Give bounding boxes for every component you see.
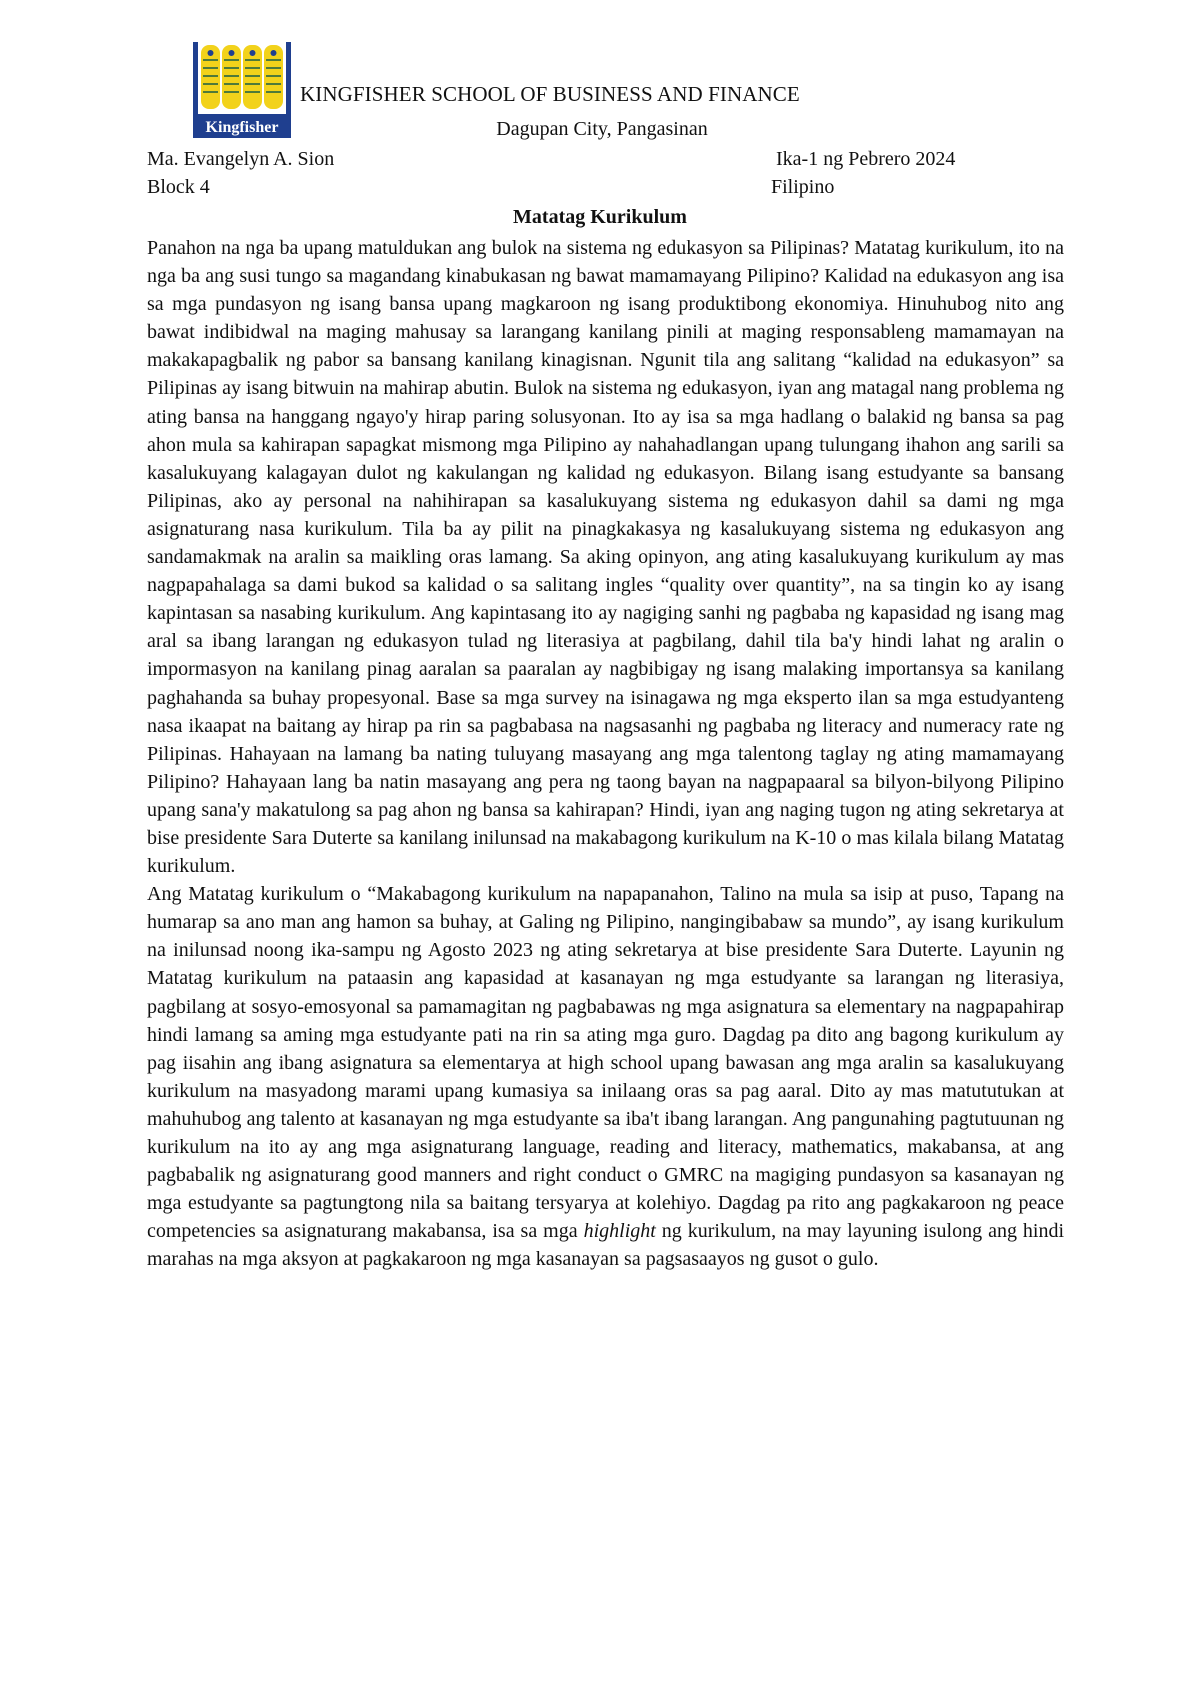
paragraph-2-italic-word: highlight	[583, 1220, 656, 1243]
block-label: Block 4	[147, 176, 210, 198]
paragraph-2-part-2: ng kurikulum, na may layuning isulong ang hindi marahas na mga aksyon at pagkakaroon ng mga kasanayan sa pagsasaayos ng gusot o gulo.	[147, 1220, 1065, 1271]
paragraph-2-part-1: Ang Matatag kurikulum o “Makabagong kurikulum na napapanahon, Talino na mula sa isip at puso, Tapang na humarap sa ano man ang hamon sa buhay, at Galing ng Pilipino, nangingibabaw sa mundo”, ay isang kurikulum na inilunsad noong ika-sampu ng Agosto 2023 ng ating sekretarya at bise presidente Sara Duterte. Layunin ng Matatag kurikulum na pataasin ang kapasidad at kasanayan ng mga estudyante sa larangan ng literasiya, pagbilang at sosyo-emosyonal sa pamamagitan ng pagbabawas ng mga asignatura sa elementary na nagpapahirap hindi lamang sa aming mga estudyante pati na rin sa ating mga guro. Dagdag pa dito ang bagong kurikulum ay pag iisahin ang ibang asignatura sa elementarya at high school upang bawasan ang mga aralin sa kasalukuyang kurikulum na masyadong marami upang kumasiya sa inilaang oras sa pag aaral. Dito ay mas matututukan at mahuhubog ang talento at kasanayan ng mga estudyante sa iba't ibang larangan. Ang pangunahing pagtutuunan ng kurikulum na ito ay ang mga asignaturang language, reading and literacy, mathematics, makabansa, at ang pagbabalik ng asignaturang good manners and right conduct o GMRC na magiging pundasyon sa kasanayan ng mga estudyante sa pagtungtong nila sa baitang tersyarya at kolehiyo. Dagdag pa rito ang pagkakaroon ng peace competencies sa asignaturang makabansa, isa sa mga	[147, 883, 1064, 1243]
paragraph-2	[147, 880, 1064, 1273]
author-name: Ma. Evangelyn A. Sion	[147, 148, 335, 170]
school-name: KINGFISHER SCHOOL OF BUSINESS AND FINANCE	[300, 82, 800, 106]
document-date: Ika-1 ng Pebrero 2024	[776, 148, 956, 170]
subject-label: Filipino	[771, 176, 835, 198]
document-body	[147, 234, 1064, 1273]
school-location-text: Dagupan City, Pangasinan	[496, 118, 708, 140]
paragraph-1: Panahon na nga ba upang matuldukan ang bulok na sistema ng edukasyon sa Pilipinas? Matatag kurikulum, ito na nga ba ang susi tungo sa magandang kinabukasan ng bawat mamamayang Pilipino? Kalidad na edukasyon ang isa sa mga pundasyon ng isang bansa upang magkaroon ng isang produktibong ekonomiya. Hinuhubog nito ang bawat indibidwal na maging mahusay sa larangang kanilang pinili at maging responsableng mamamayan na makakapagbalik ng pabor sa bansang kanilang kinagisnan. Ngunit tila ang salitang “kalidad na edukasyon” sa Pilipinas ay isang bitwuin na mahirap abutin. Bulok na sistema ng edukasyon, iyan ang matagal nang problema ng ating bansa na hanggang ngayo'y hirap paring solusyonan. Ito ay isa sa mga hadlang o balakid ng bansa sa pag ahon mula sa kahirapan sapagkat mismong mga Pilipino ay nahahadlangan upang tulungang ihahon ang sarili sa kasalukuyang kalagayan dulot ng kakulangan ng kalidad ng edukasyon. Bilang isang estudyante sa bansang Pilipinas, ako ay personal na nahihirapan sa kasalukuyang sistema ng edukasyon dahil sa dami ng mga asignaturang nasa kurikulum. Tila ba ay pilit na pinagkakasya ng kasalukuyang sistema ng edukasyon ang sandamakmak na aralin sa maikling oras lamang. Sa aking opinyon, ang ating kasalukuyang kurikulum ay mas nagpapahalaga sa dami bukod sa kalidad o sa salitang ingles “quality over quantity”, na sa tingin ko ay isang kapintasan sa nasabing kurikulum. Ang kapintasang ito ay nagiging sanhi ng pagbaba ng kapasidad ng isang mag aral sa ibang larangan ng edukasyon tulad ng literasiya at pagbilang, dahil tila ba'y hindi lahat ng aralin o impormasyon na kanilang pinag aaralan sa paaralan ay nagbibigay ng isang malaking importansya sa kanilang paghahanda sa buhay propesyonal. Base sa mga survey na isinagawa ng mga eksperto ilan sa mga estudyanteng nasa ikaapat na baitang ay hirap pa rin sa pagbabasa na nagsasanhi ng pagbaba ng literacy and numeracy rate ng Pilipinas. Hahayaan na lamang ba nating tuluyang masayang ang mga talentong taglay ng ating mamamayang Pilipino? Hahayaan lang ba natin masayang ang pera ng taong bayan na nagpapaaral sa bilyon-bilyong Pilipino upang sana'y makatulong sa pag ahon ng bansa sa kahirapan? Hindi, iyan ang naging tugon ng ating sekretarya at bise presidente Sara Duterte sa kanilang inilunsad na makabagong kurikulum na K-10 o mas kilala bilang Matatag kurikulum.	[147, 237, 1064, 878]
logo-wordmark: Kingfisher	[205, 119, 279, 136]
school-location	[0, 118, 1200, 141]
document-title: Matatag Kurikulum	[513, 206, 687, 228]
